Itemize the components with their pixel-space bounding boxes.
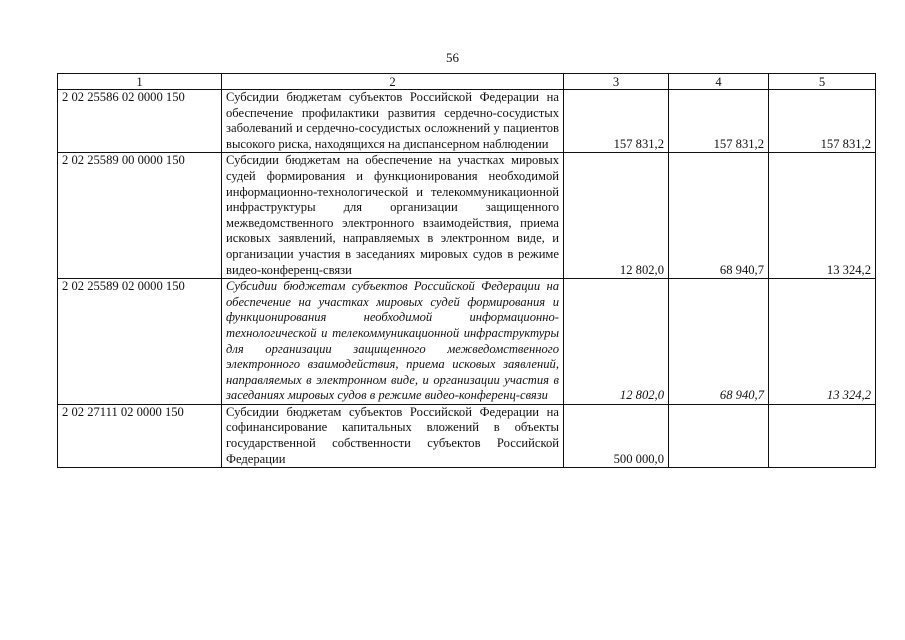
row-value-col4: 68 940,7 <box>669 279 769 405</box>
column-header-3: 3 <box>564 74 669 90</box>
row-value-col5: 13 324,2 <box>769 153 876 279</box>
row-value-col5: 13 324,2 <box>769 279 876 405</box>
row-description: Субсидии бюджетам на обеспечение на участках мировых судей формирования и функционирования необходимой информационно-технологической и телекоммуникационной инфраструктуры для организации защищенного межведомственного электронного взаимодействия, приема исковых заявлений, направляемых в электронном виде, и организации участия в заседаниях мировых судов в режиме видео-конференц-связи <box>222 153 564 279</box>
table-row <box>58 404 876 467</box>
row-value-col5 <box>769 404 876 467</box>
row-code: 2 02 25589 02 0000 150 <box>58 279 222 405</box>
row-code: 2 02 25589 00 0000 150 <box>58 153 222 279</box>
row-value-col4 <box>669 404 769 467</box>
column-header-4: 4 <box>669 74 769 90</box>
table-row <box>58 153 876 279</box>
column-header-2: 2 <box>222 74 564 90</box>
row-description: Субсидии бюджетам субъектов Российской Федерации на обеспечение профилактики развития сердечно-сосудистых заболеваний и сердечно-сосудистых осложнений у пациентов высокого риска, находящихся на диспансерном наблюдении <box>222 90 564 153</box>
header-row <box>58 74 876 90</box>
table-row <box>58 90 876 153</box>
row-value-col3: 500 000,0 <box>564 404 669 467</box>
row-value-col3: 157 831,2 <box>564 90 669 153</box>
row-value-col3: 12 802,0 <box>564 153 669 279</box>
column-header-5: 5 <box>769 74 876 90</box>
budget-table <box>57 73 876 468</box>
row-value-col5: 157 831,2 <box>769 90 876 153</box>
row-value-col4: 68 940,7 <box>669 153 769 279</box>
row-description: Субсидии бюджетам субъектов Российской Федерации на софинансирование капитальных вложений в объекты государственной собственности субъектов Российской Федерации <box>222 404 564 467</box>
page-number: 56 <box>446 50 459 65</box>
row-value-col3: 12 802,0 <box>564 279 669 405</box>
row-code: 2 02 27111 02 0000 150 <box>58 404 222 467</box>
table-row <box>58 279 876 405</box>
column-header-1: 1 <box>58 74 222 90</box>
row-code: 2 02 25586 02 0000 150 <box>58 90 222 153</box>
row-value-col4: 157 831,2 <box>669 90 769 153</box>
row-description: Субсидии бюджетам субъектов Российской Федерации на обеспечение на участках мировых судей формирования и функционирования необходимой информационно-технологической и телекоммуникационной инфраструктуры для организации защищенного межведомственного электронного взаимодействия, приема исковых заявлений, направляемых в электронном виде, и организации участия в заседаниях мировых судов в режиме видео-конференц-связи <box>222 279 564 405</box>
